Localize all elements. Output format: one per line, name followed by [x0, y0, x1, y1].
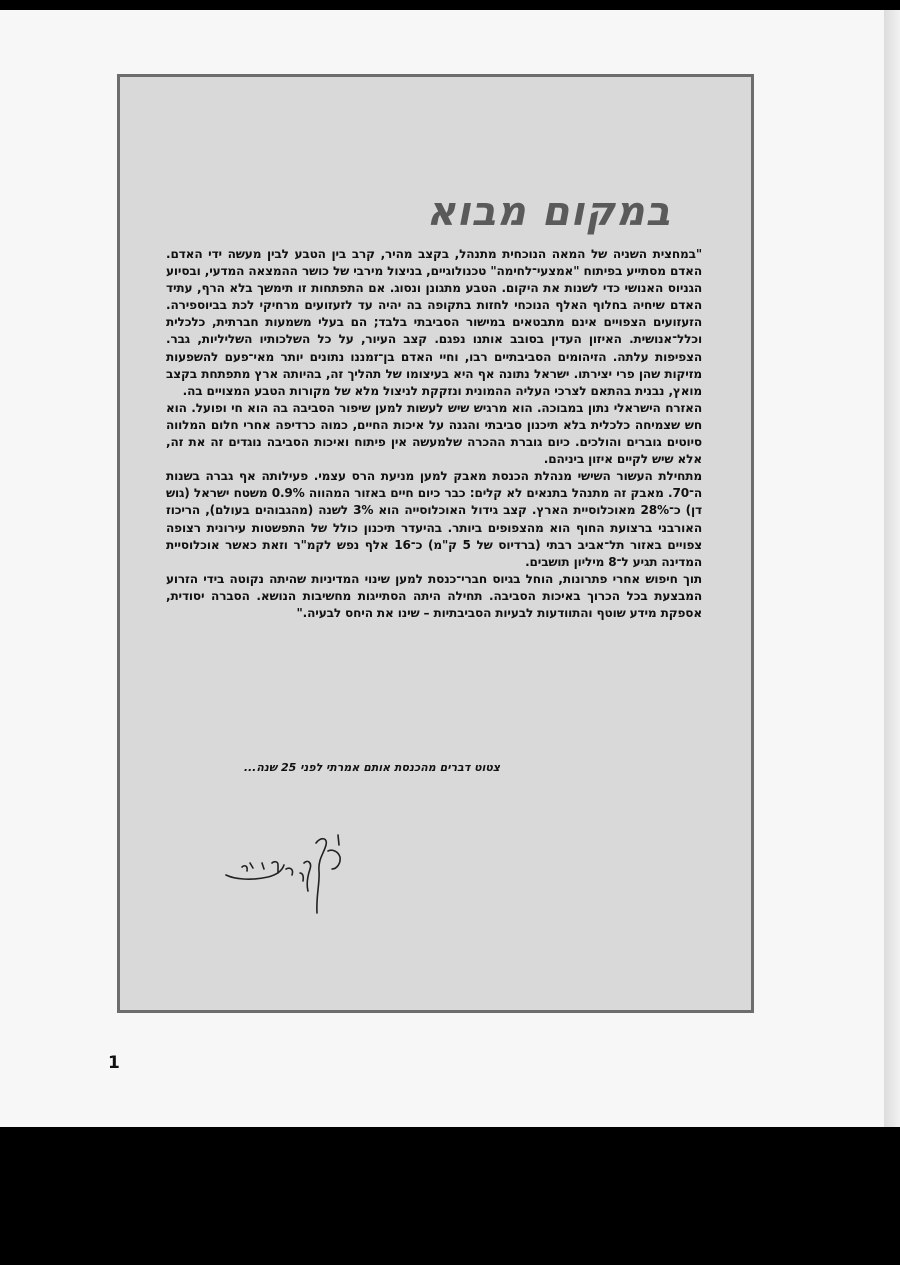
- body-text: [166, 246, 702, 622]
- paragraph-3: מתחילת העשור השישי מנהלת הכנסת מאבק למען מניעת הרס עצמי. פעילותה אף גברה בשנות ה־70. מאבק זה מתנהל בתנאים לא קלים: כבר כיום חיים באזור המהווה 0.9% משטח ישראל (גוש דן) כ־28% מאוכלוסיית הארץ. קצב גידול האוכלוסייה הוא 3% לשנה (מהגבוהים בעולם), הריכוז האורבני ברצועת החוף הוא מהצפופים ביותר. בהיעדר תיכנון כולל של התפשטות עירונית רצופה צפויים באזור תל־אביב רבתי (ברדיוס של 5 ק"מ) כ־16 אלף נפש לקמ"ר וזאת כאשר אוכלוסיית המדינה תגיע ל־8 מיליון תושבים.: [166, 469, 703, 569]
- paragraph-1: "במחצית השניה של המאה הנוכחית מתנהל, בקצב מהיר, קרב בין הטבע לבין מעשה ידי האדם. האדם מסתייע בפיתוח "אמצעי־לחימה" טכנולוגיים, בניצול מירבי של כושר ההמצאה המדעי, ובסיוע הגניוס האנושי כדי לשנות את היקום. הטבע מתגונן ונסוג. אם התפתחות זו תימשך בלא הרף, עתיד האדם שיחיה בחלוף האלף הנוכחי לחזות בתקופה בה יהיה עד לזעזועים מרחיקי לכת בביוספירה. הזעזועים הצפויים אינם מתבטאים במישור הסביבתי בלבד; הם בעלי משמעות חברתית, כלכלית וכלל־אנושית. האיזון העדין בסובב אותנו נפגם. קצב העיור, על כל השלכותיו השליליות, גבר. הצפיפות עלתה. הזיהומים הסביבתיים רבו, וחיי האדם בן־זמננו נתונים יותר מאי־פעם להשפעות מזיקות שהן פרי יצירתו. ישראל נתונה אף היא בעיצומו של תהליך זה, בהיותה ארץ מתפתחת בקצב מואץ, נבנית בהתאם לצרכי העליה ההמונית ונזקקת לניצול מלא של מקורות הטבע המצויים בה.: [166, 247, 702, 398]
- paragraph-2: האזרח הישראלי נתון במבוכה. הוא מרגיש שיש לעשות למען שיפור הסביבה בה הוא חי ופועל. הוא חש שצמיחה כלכלית בלא תיכנון סביבתי והגנה על איכות החיים, כמוה כרדיפה אחרי חלום המלווה סיוטים גוברים והולכים. כיום גוברת ההכרה שלמעשה אין פיתוח ואיכות הסביבה נוגדים זה את זה, אלא שיש לקיים איזון ביניהם.: [166, 400, 702, 467]
- page-title: במקום מבוא: [426, 189, 671, 235]
- content-frame: [117, 74, 754, 1013]
- paragraph-4: תוך חיפוש אחרי פתרונות, הוחל בגיוס חברי־כנסת למען שינוי המדיניות שהיתה נקוטה בידי הזרוע המבצעת בכל הכרוך באיכות הסביבה. תחילה היתה הסתייגות מחשיבות הנושא. הסברה יסודית, אספקת מידע שוטף והתוודעות לבעיות הסביבתיות – שינו את היחס לבעיה.": [166, 571, 702, 620]
- quote-attribution: צטוט דברים מהכנסת אותם אמרתי לפני 25 שנה...: [243, 761, 500, 774]
- page-edge: [884, 10, 900, 1127]
- handwritten-signature: [220, 829, 360, 919]
- page-number: 1: [108, 1053, 120, 1073]
